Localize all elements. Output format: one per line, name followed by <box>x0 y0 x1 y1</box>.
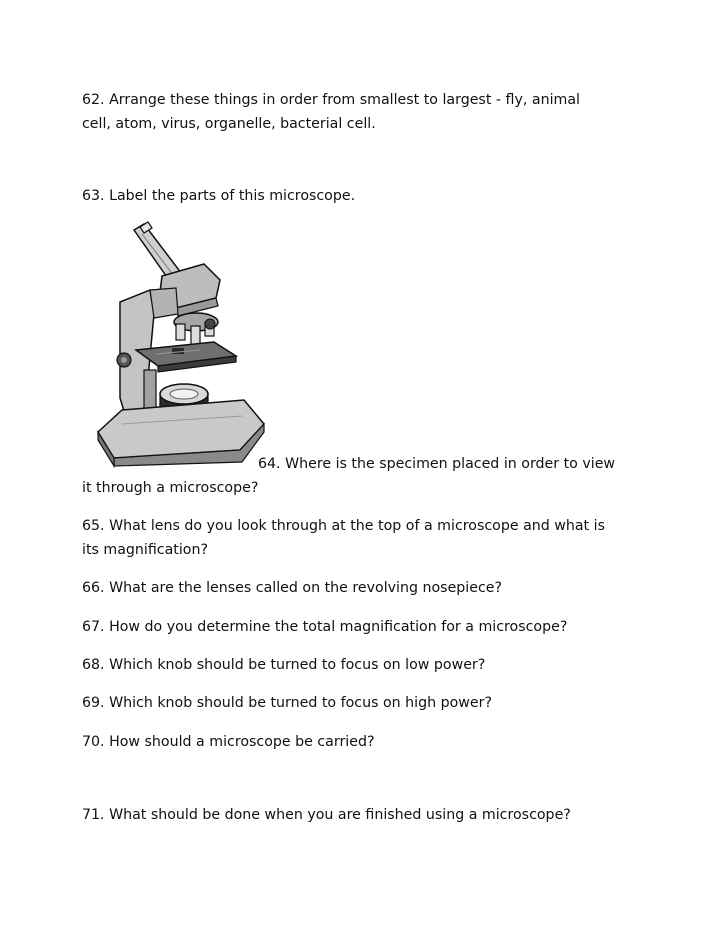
question-62 <box>82 88 652 136</box>
question-65-line-2: its magnification? <box>82 542 208 558</box>
question-71-line-1: 71. What should be done when you are finished using a microscope? <box>82 807 571 823</box>
question-69 <box>82 691 652 715</box>
question-62-line-1: 62. Arrange these things in order from smallest to largest - fly, animal <box>82 92 580 108</box>
question-63-line-1: 63. Label the parts of this microscope. <box>82 188 356 204</box>
question-63 <box>82 184 652 208</box>
question-65-line-1: 65. What lens do you look through at the top of a microscope and what is <box>82 518 605 534</box>
question-71 <box>82 803 652 827</box>
question-64-line-1: 64. Where is the specimen placed in order to view <box>258 456 616 472</box>
question-64-line-2: it through a microscope? <box>82 480 259 496</box>
question-70-line-1: 70. How should a microscope be carried? <box>82 734 375 750</box>
question-65 <box>82 514 652 562</box>
question-64 <box>82 452 652 500</box>
question-70 <box>82 730 652 754</box>
question-66-line-1: 66. What are the lenses called on the revolving nosepiece? <box>82 580 503 596</box>
question-68 <box>82 653 652 677</box>
question-62-line-2: cell, atom, virus, organelle, bacterial cell. <box>82 116 376 132</box>
question-67-line-1: 67. How do you determine the total magnification for a microscope? <box>82 619 568 635</box>
question-68-line-1: 68. Which knob should be turned to focus on low power? <box>82 657 486 673</box>
question-66 <box>82 576 652 600</box>
microscope-illustration <box>92 218 268 468</box>
question-69-line-1: 69. Which knob should be turned to focus on high power? <box>82 695 492 711</box>
question-67 <box>82 615 652 639</box>
